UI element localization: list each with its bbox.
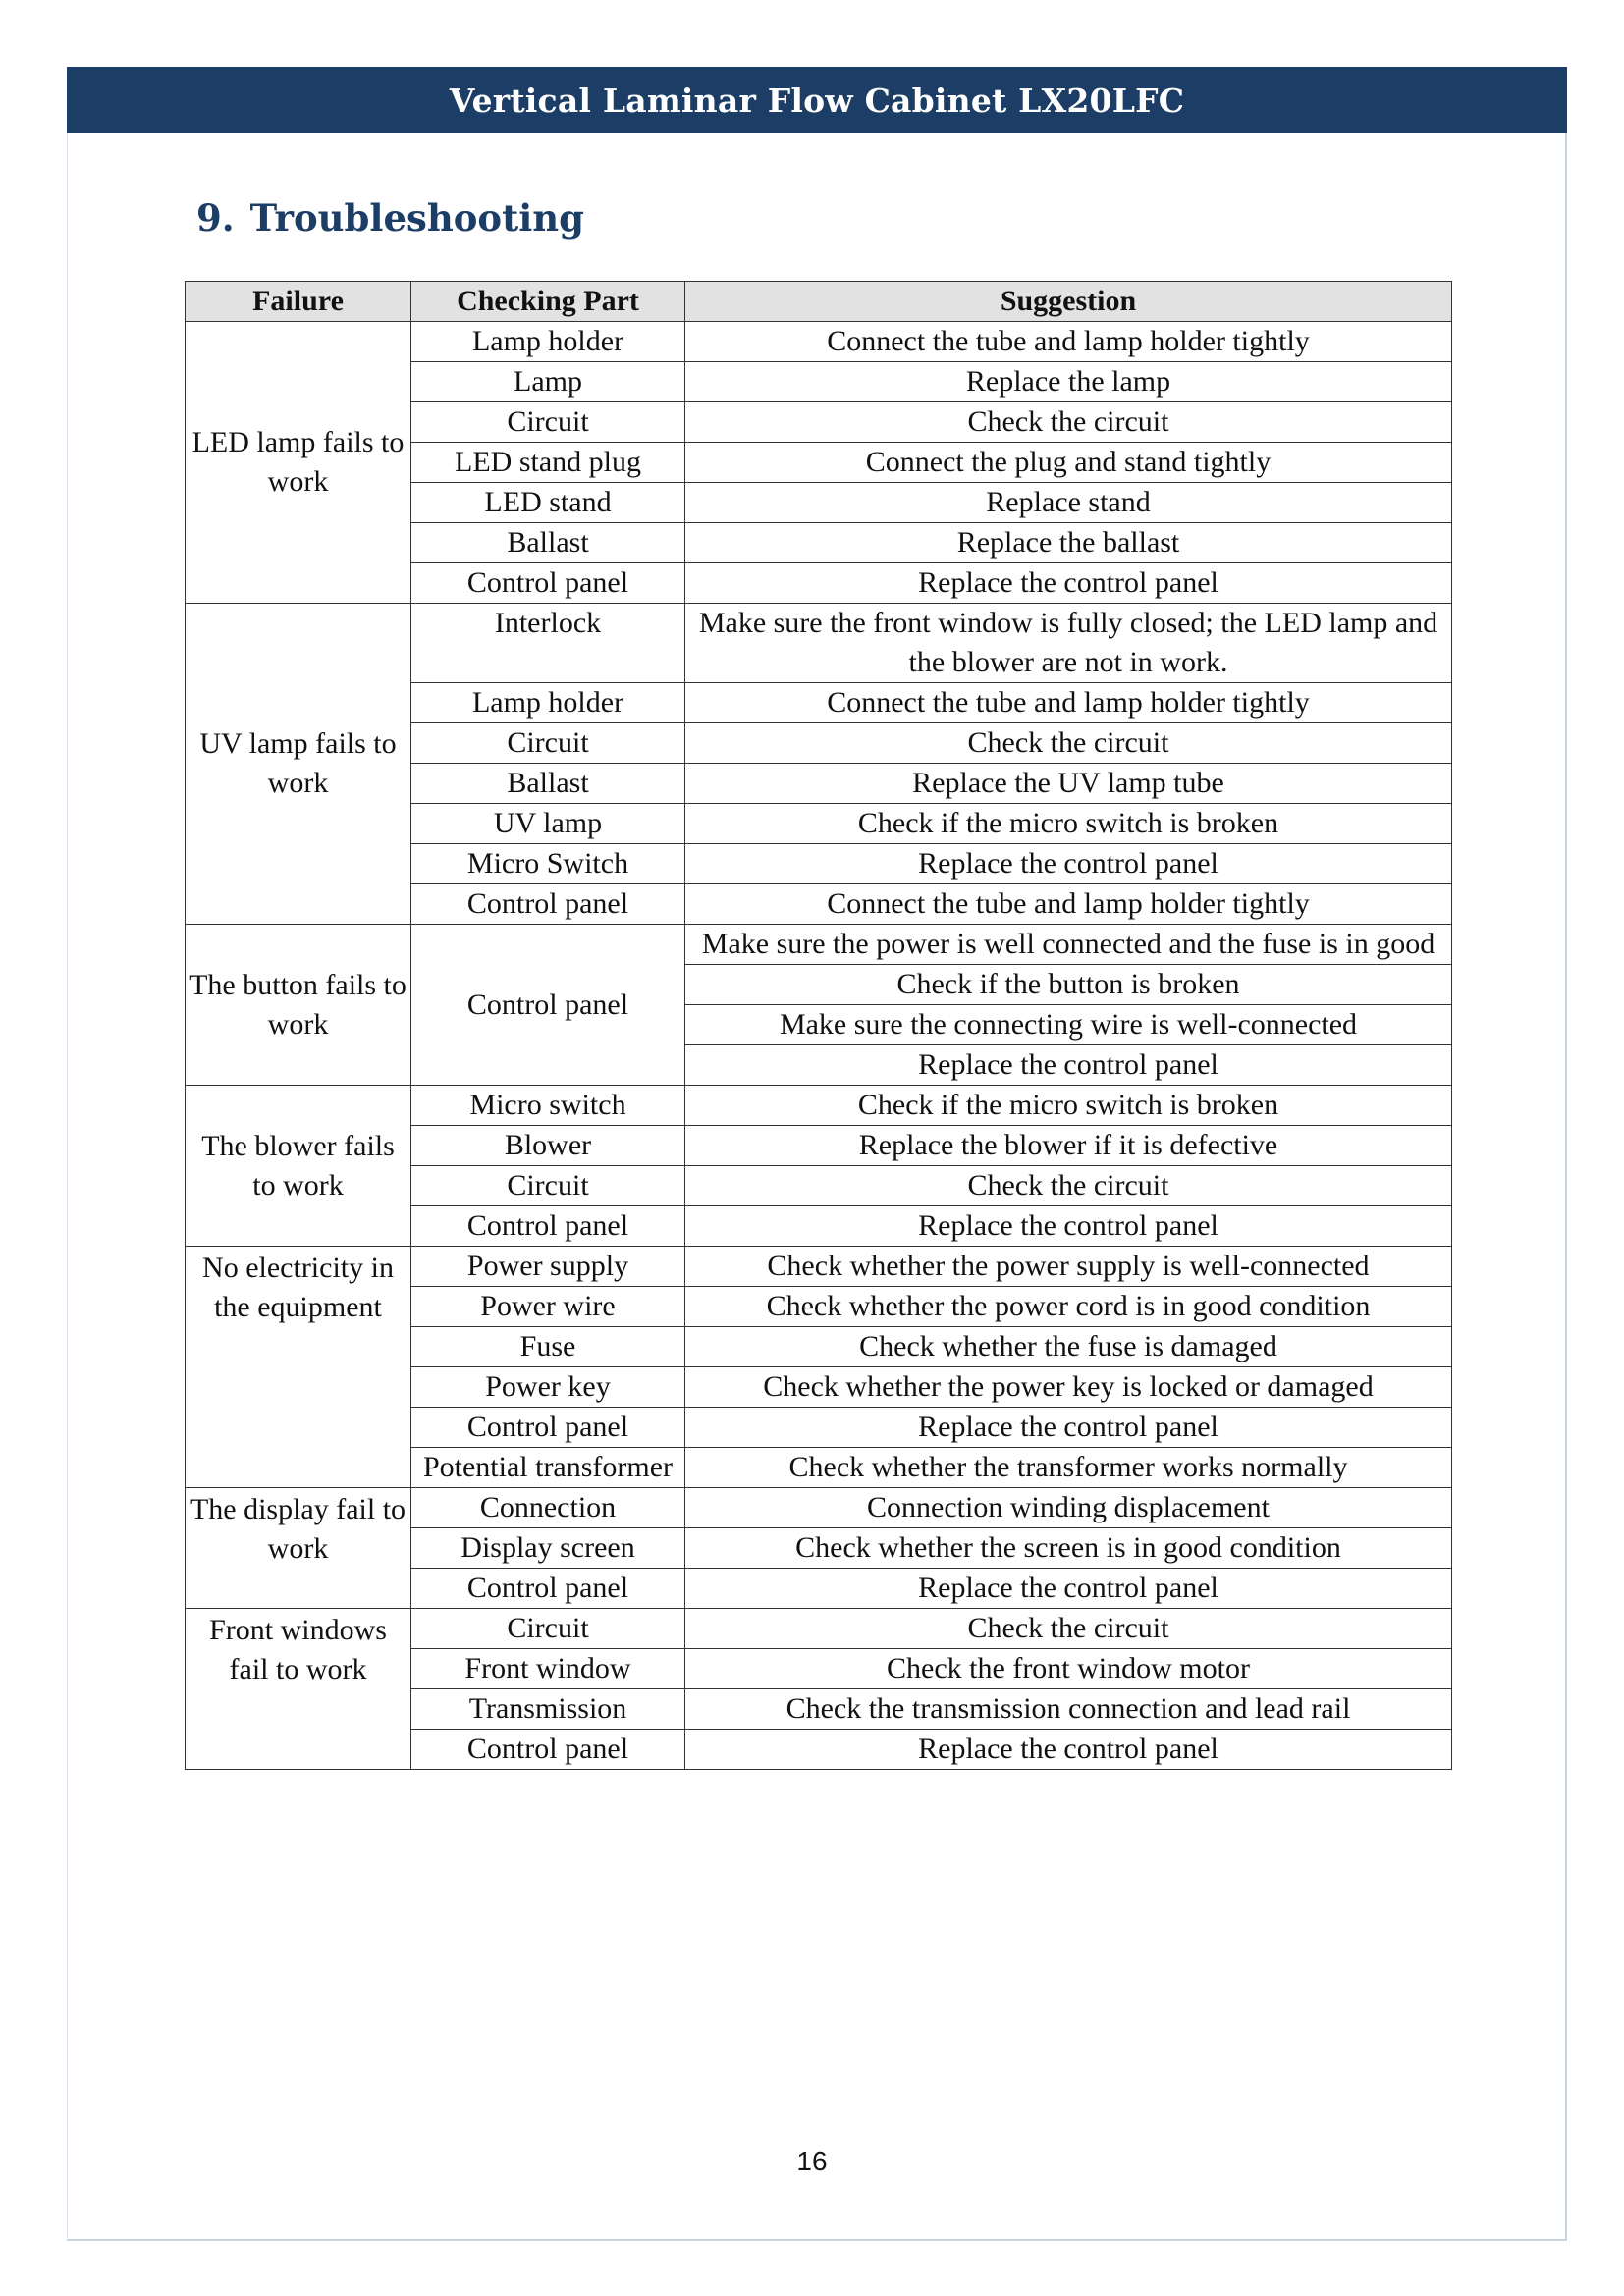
table-row <box>186 322 1452 362</box>
table-row <box>186 1609 1452 1649</box>
table-row <box>186 604 1452 683</box>
checking-part-cell: LED stand plug <box>411 443 685 483</box>
suggestion-cell: Check whether the power cord is in good condition <box>685 1287 1452 1327</box>
suggestion-cell: Connect the plug and stand tightly <box>685 443 1452 483</box>
checking-part-cell: Lamp holder <box>411 683 685 723</box>
checking-part-cell: Ballast <box>411 523 685 563</box>
failure-cell: The button fails to work <box>186 925 411 1086</box>
suggestion-cell: Replace the control panel <box>685 1045 1452 1086</box>
checking-part-cell: Lamp holder <box>411 322 685 362</box>
suggestion-cell: Replace the blower if it is defective <box>685 1126 1452 1166</box>
suggestion-cell: Connect the tube and lamp holder tightly <box>685 683 1452 723</box>
checking-part-cell: Circuit <box>411 723 685 764</box>
document-header <box>67 67 1567 133</box>
checking-part-cell: Fuse <box>411 1327 685 1367</box>
suggestion-cell: Check whether the power key is locked or damaged <box>685 1367 1452 1408</box>
checking-part-cell: Circuit <box>411 1166 685 1206</box>
column-header-suggestion: Suggestion <box>685 282 1452 322</box>
suggestion-cell: Replace the lamp <box>685 362 1452 402</box>
checking-part-cell: Control panel <box>411 563 685 604</box>
checking-part-cell: Interlock <box>411 604 685 683</box>
suggestion-cell: Check the transmission connection and lead rail <box>685 1689 1452 1730</box>
suggestion-cell: Replace the UV lamp tube <box>685 764 1452 804</box>
suggestion-cell: Check the circuit <box>685 1609 1452 1649</box>
checking-part-cell: Control panel <box>411 925 685 1086</box>
checking-part-cell: Control panel <box>411 1730 685 1770</box>
section-number: 9. <box>196 196 235 240</box>
checking-part-cell: Power supply <box>411 1247 685 1287</box>
page-number: 16 <box>796 2146 828 2176</box>
failure-cell: LED lamp fails to work <box>186 322 411 604</box>
failure-cell: UV lamp fails to work <box>186 604 411 925</box>
table-row <box>186 1488 1452 1528</box>
failure-cell: No electricity in the equipment <box>186 1247 411 1488</box>
checking-part-cell: Blower <box>411 1126 685 1166</box>
suggestion-cell: Replace stand <box>685 483 1452 523</box>
checking-part-cell: Power key <box>411 1367 685 1408</box>
suggestion-cell: Replace the control panel <box>685 1730 1452 1770</box>
checking-part-cell: Control panel <box>411 1408 685 1448</box>
checking-part-cell: Power wire <box>411 1287 685 1327</box>
suggestion-cell: Check if the micro switch is broken <box>685 1086 1452 1126</box>
suggestion-cell: Check the front window motor <box>685 1649 1452 1689</box>
table-row <box>186 1086 1452 1126</box>
checking-part-cell: Lamp <box>411 362 685 402</box>
suggestion-cell: Replace the control panel <box>685 844 1452 884</box>
suggestion-cell: Replace the ballast <box>685 523 1452 563</box>
suggestion-cell: Replace the control panel <box>685 1569 1452 1609</box>
column-header-failure: Failure <box>186 282 411 322</box>
suggestion-cell: Check whether the screen is in good condition <box>685 1528 1452 1569</box>
column-header-checking-part: Checking Part <box>411 282 685 322</box>
failure-cell: The blower fails to work <box>186 1086 411 1247</box>
section-title: Troubleshooting <box>249 196 585 240</box>
suggestion-cell: Make sure the connecting wire is well-connected <box>685 1005 1452 1045</box>
suggestion-cell: Check if the button is broken <box>685 965 1452 1005</box>
suggestion-cell: Connection winding displacement <box>685 1488 1452 1528</box>
document-title: Vertical Laminar Flow Cabinet LX20LFC <box>449 80 1185 120</box>
suggestion-cell: Replace the control panel <box>685 563 1452 604</box>
section-heading <box>196 196 584 240</box>
suggestion-cell: Check if the micro switch is broken <box>685 804 1452 844</box>
checking-part-cell: LED stand <box>411 483 685 523</box>
suggestion-cell: Make sure the front window is fully closed; the LED lamp and the blower are not in work. <box>685 604 1452 683</box>
checking-part-cell: Micro Switch <box>411 844 685 884</box>
suggestion-cell: Replace the control panel <box>685 1206 1452 1247</box>
checking-part-cell: Control panel <box>411 884 685 925</box>
checking-part-cell: Circuit <box>411 1609 685 1649</box>
suggestion-cell: Check the circuit <box>685 1166 1452 1206</box>
checking-part-cell: Connection <box>411 1488 685 1528</box>
suggestion-cell: Check the circuit <box>685 402 1452 443</box>
checking-part-cell: Control panel <box>411 1569 685 1609</box>
checking-part-cell: Front window <box>411 1649 685 1689</box>
checking-part-cell: Potential transformer <box>411 1448 685 1488</box>
suggestion-cell: Check whether the power supply is well-connected <box>685 1247 1452 1287</box>
failure-cell: Front windows fail to work <box>186 1609 411 1770</box>
suggestion-cell: Check the circuit <box>685 723 1452 764</box>
checking-part-cell: Display screen <box>411 1528 685 1569</box>
table-row <box>186 1247 1452 1287</box>
checking-part-cell: Control panel <box>411 1206 685 1247</box>
suggestion-cell: Check whether the fuse is damaged <box>685 1327 1452 1367</box>
suggestion-cell: Connect the tube and lamp holder tightly <box>685 884 1452 925</box>
checking-part-cell: Circuit <box>411 402 685 443</box>
suggestion-cell: Replace the control panel <box>685 1408 1452 1448</box>
troubleshooting-table <box>185 281 1452 1770</box>
suggestion-cell: Check whether the transformer works normally <box>685 1448 1452 1488</box>
suggestion-cell: Make sure the power is well connected and the fuse is in good <box>685 925 1452 965</box>
failure-cell: The display fail to work <box>186 1488 411 1609</box>
table-header-row <box>186 282 1452 322</box>
checking-part-cell: Ballast <box>411 764 685 804</box>
suggestion-cell: Connect the tube and lamp holder tightly <box>685 322 1452 362</box>
checking-part-cell: Micro switch <box>411 1086 685 1126</box>
checking-part-cell: UV lamp <box>411 804 685 844</box>
table-row <box>186 925 1452 965</box>
checking-part-cell: Transmission <box>411 1689 685 1730</box>
